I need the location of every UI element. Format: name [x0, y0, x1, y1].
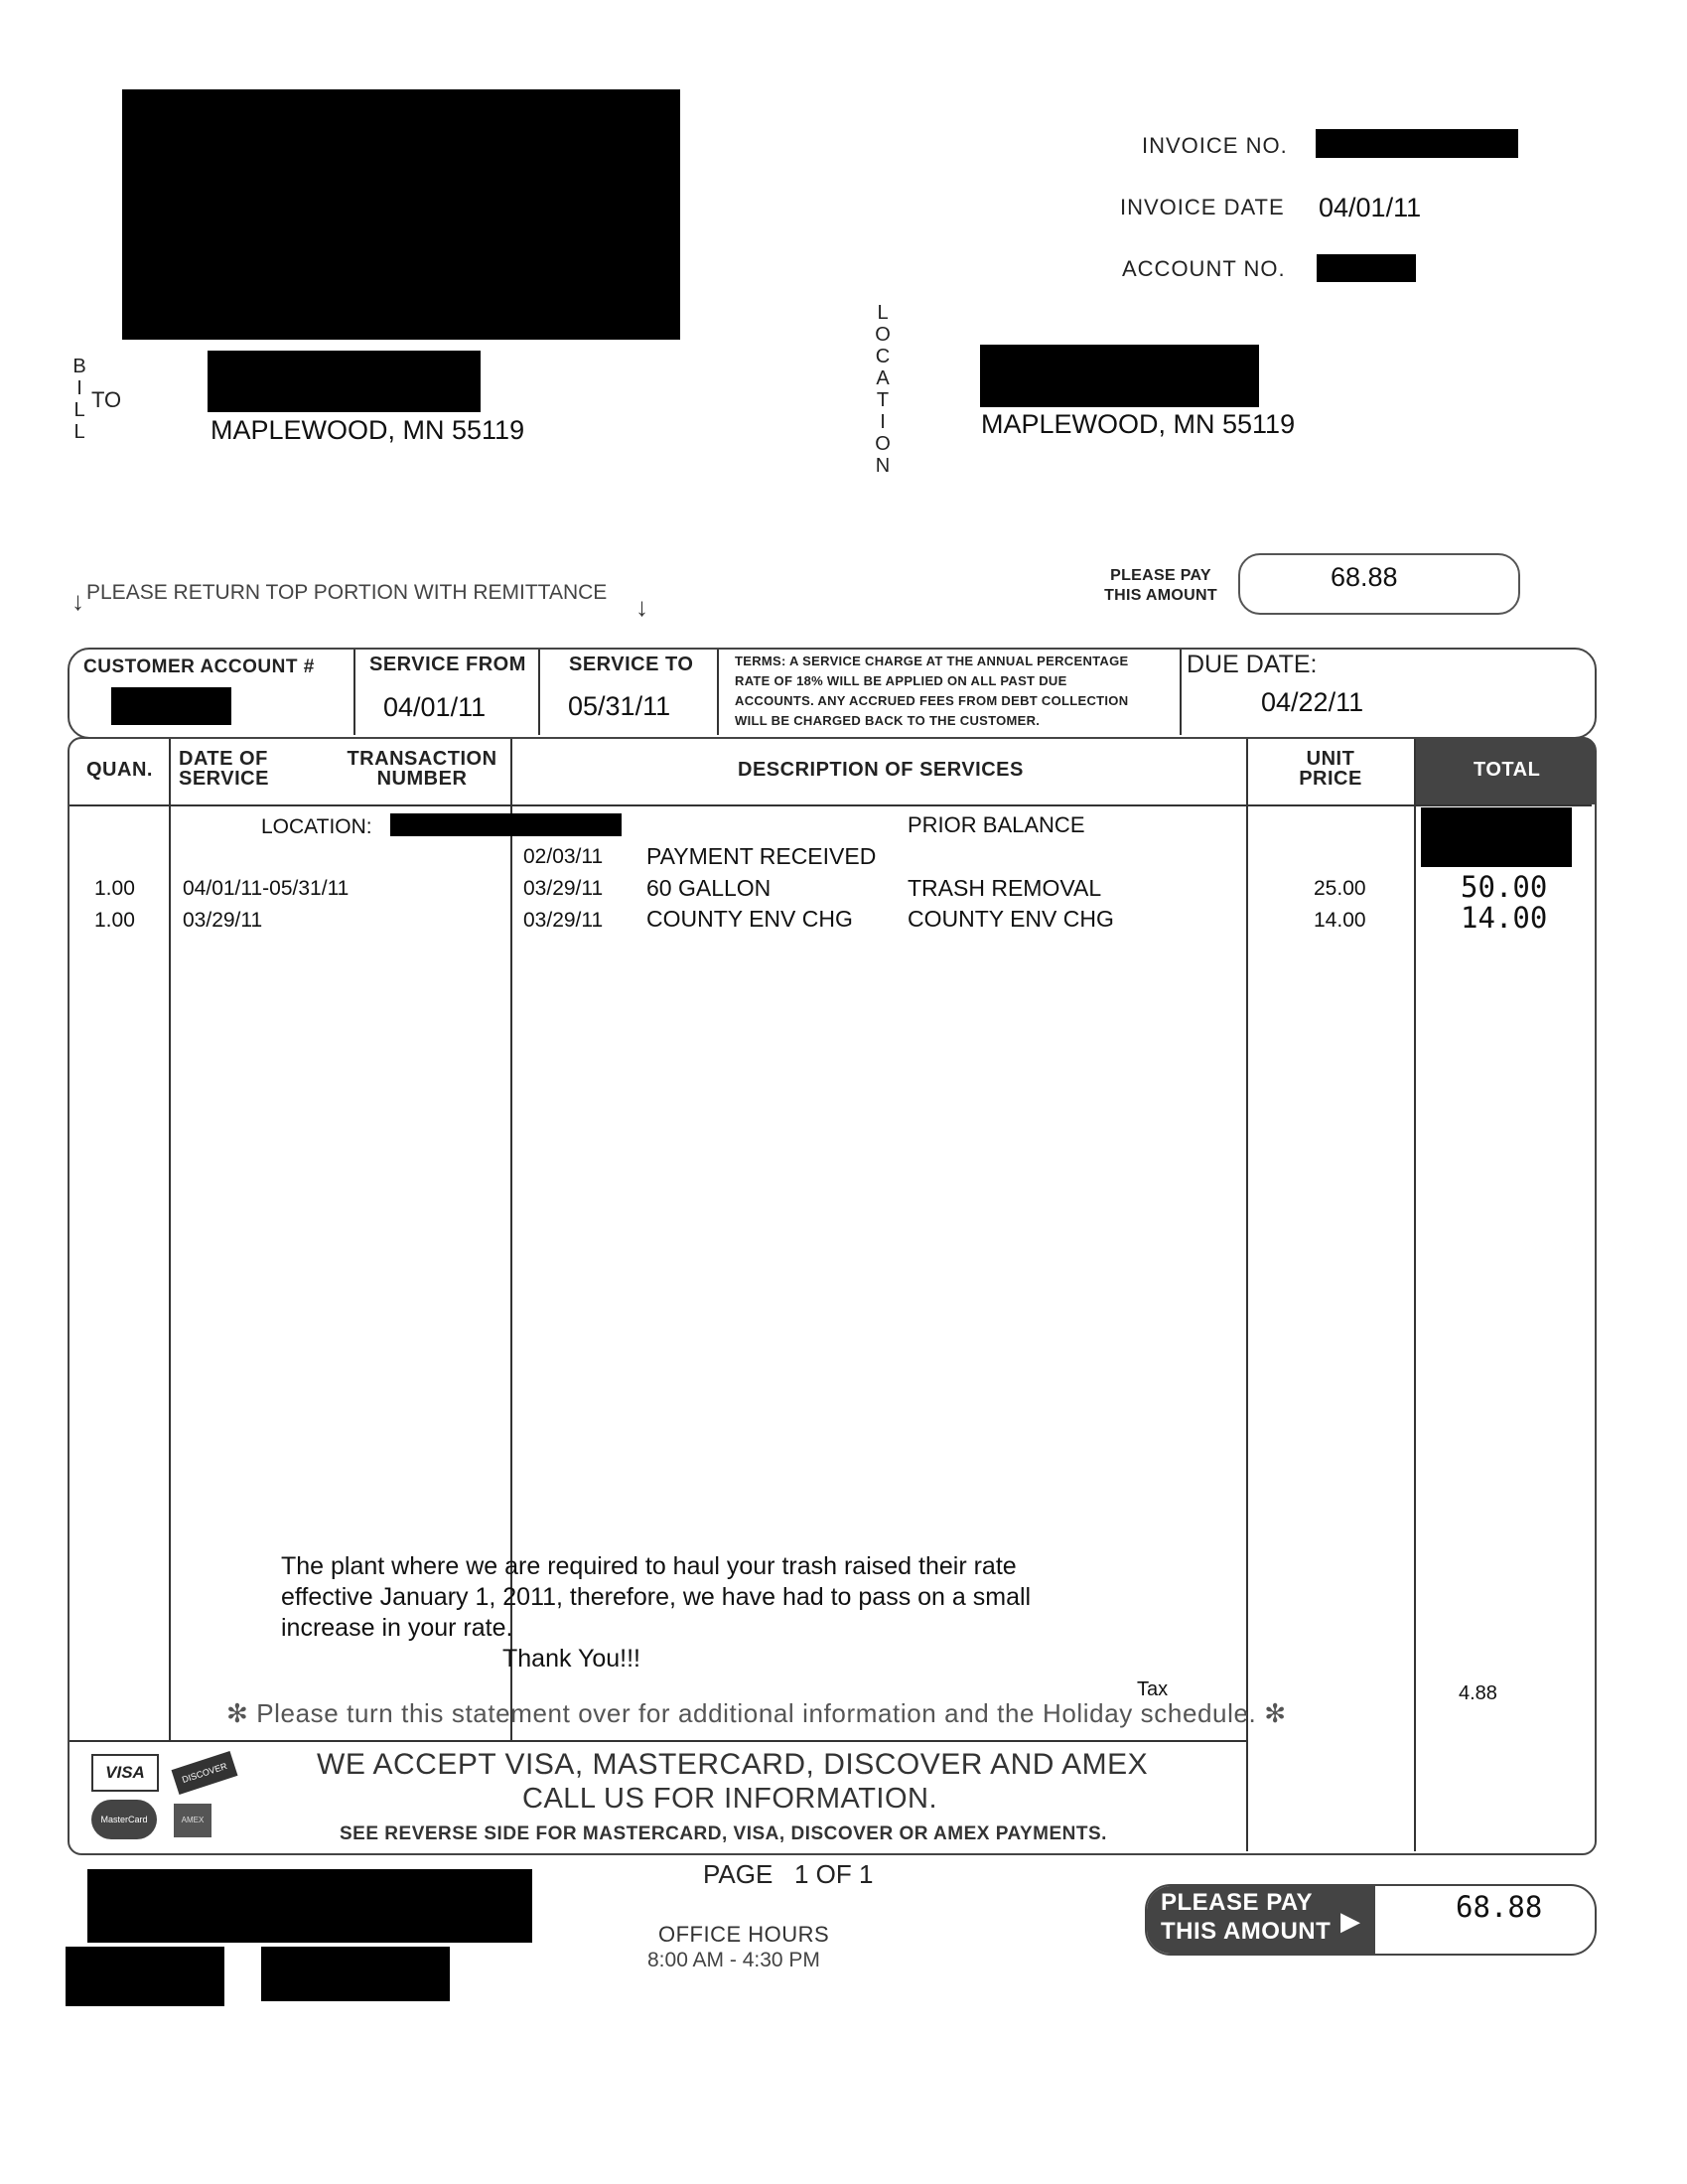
- bill-letter: L: [73, 399, 85, 421]
- down-arrow-icon: ↓: [71, 586, 84, 616]
- terms-text: [735, 652, 1128, 731]
- row-3-date: 03/29/11: [183, 909, 263, 932]
- row-2-date: 04/01/11-05/31/11: [183, 877, 350, 900]
- tax-value: 4.88: [1459, 1682, 1497, 1704]
- remittance-note: PLEASE RETURN TOP PORTION WITH REMITTANCE: [86, 581, 608, 604]
- reverse-side-line: SEE REVERSE SIDE FOR MASTERCARD, VISA, DISCOVER OR AMEX PAYMENTS.: [340, 1823, 1107, 1844]
- bill-to-label: TO: [91, 387, 122, 412]
- visa-logo: VISA: [91, 1754, 159, 1792]
- row-3-desc2: COUNTY ENV CHG: [908, 906, 1114, 932]
- bottom-please-pay-label: [1161, 1888, 1331, 1946]
- transaction-header: [343, 749, 501, 789]
- terms-line: RATE OF 18% WILL BE APPLIED ON ALL PAST DUE: [735, 673, 1067, 688]
- due-date-label: DUE DATE:: [1187, 651, 1318, 678]
- please-pay-line: PLEASE PAY: [1110, 567, 1211, 584]
- bottom-amount-value: 68.88: [1456, 1890, 1543, 1924]
- redacted-location-id: [390, 813, 622, 836]
- down-arrow-icon: ↓: [635, 592, 648, 622]
- play-arrow-icon: ▶: [1340, 1906, 1360, 1936]
- location-letter: L: [877, 302, 889, 324]
- location-letter: I: [880, 411, 886, 433]
- row-2-desc1: 60 GALLON: [646, 875, 772, 901]
- row-3-desc1: COUNTY ENV CHG: [646, 906, 853, 932]
- please-pay-line: THIS AMOUNT: [1104, 587, 1217, 604]
- header-line: DATE OF: [179, 748, 268, 770]
- call-us-line: CALL US FOR INFORMATION.: [522, 1783, 938, 1815]
- header-line: TRANSACTION: [347, 748, 497, 770]
- location-letter: N: [875, 455, 891, 477]
- service-to-value: 05/31/11: [568, 691, 671, 721]
- invoice-date-value: 04/01/11: [1319, 193, 1422, 222]
- terms-line: TERMS: A SERVICE CHARGE AT THE ANNUAL PERCENTAGE: [735, 654, 1129, 668]
- top-amount-value: 68.88: [1331, 562, 1398, 592]
- header-line: NUMBER: [376, 768, 468, 790]
- due-date-value: 04/22/11: [1261, 687, 1364, 717]
- bill-label: [70, 356, 89, 443]
- message-line: The plant where we are required to haul your trash raised their rate: [281, 1552, 1017, 1580]
- line-items-table: [68, 737, 1597, 1855]
- bill-to-city: MAPLEWOOD, MN 55119: [211, 415, 525, 445]
- location-letter: O: [875, 324, 891, 346]
- redacted-footer-address-1: [87, 1869, 532, 1943]
- row-2-quan: 1.00: [94, 877, 135, 900]
- office-hours-label: OFFICE HOURS: [658, 1922, 830, 1947]
- mastercard-logo: MasterCard: [91, 1800, 157, 1839]
- page-number: PAGE 1 OF 1: [703, 1859, 874, 1889]
- redacted-account-no: [1317, 254, 1416, 282]
- bill-letter: B: [72, 356, 86, 377]
- redacted-company-logo: [122, 89, 680, 340]
- location-label: [872, 302, 894, 477]
- redacted-customer-account: [111, 687, 231, 725]
- description-header: DESCRIPTION OF SERVICES: [738, 759, 1024, 781]
- tax-label: Tax: [1137, 1678, 1169, 1700]
- location-letter: T: [876, 389, 890, 411]
- row-1-txn: 02/03/11: [523, 845, 604, 868]
- redacted-bill-to-name: [208, 351, 481, 412]
- account-no-label: ACCOUNT NO.: [1122, 256, 1286, 281]
- row-2-unit: 25.00: [1314, 877, 1366, 900]
- quan-header: QUAN.: [86, 759, 153, 781]
- redacted-location-name: [980, 345, 1259, 407]
- row-3-txn: 03/29/11: [523, 909, 604, 932]
- service-from-value: 04/01/11: [383, 692, 487, 722]
- location-city: MAPLEWOOD, MN 55119: [981, 409, 1296, 439]
- redacted-invoice-no: [1316, 129, 1518, 158]
- discover-logo: DISCOVER: [172, 1751, 238, 1795]
- bill-letter: L: [73, 421, 85, 443]
- header-line: SERVICE: [179, 768, 269, 790]
- prior-balance-label: PRIOR BALANCE: [908, 812, 1085, 837]
- message-line: increase in your rate.: [281, 1614, 513, 1642]
- redacted-prior-balance: [1421, 807, 1572, 867]
- office-hours-value: 8:00 AM - 4:30 PM: [647, 1949, 820, 1971]
- unit-price-header: [1281, 749, 1380, 789]
- bill-letter: I: [76, 377, 82, 399]
- invoice-date-label: INVOICE DATE: [1120, 195, 1285, 219]
- please-pay-label: [1096, 566, 1225, 606]
- row-2-txn: 03/29/11: [523, 877, 604, 900]
- please-pay-line: PLEASE PAY: [1161, 1889, 1314, 1916]
- service-to-label: SERVICE TO: [569, 654, 694, 675]
- row-1-desc: PAYMENT RECEIVED: [646, 843, 877, 869]
- row-3-quan: 1.00: [94, 909, 135, 932]
- message-line: effective January 1, 2011, therefore, we have had to pass on a small: [281, 1583, 1032, 1611]
- accept-cards-line: WE ACCEPT VISA, MASTERCARD, DISCOVER AND AMEX: [317, 1748, 1149, 1781]
- terms-line: ACCOUNTS. ANY ACCRUED FEES FROM DEBT COLLECTION: [735, 693, 1129, 708]
- header-line: PRICE: [1299, 768, 1362, 790]
- please-pay-line: THIS AMOUNT: [1161, 1918, 1332, 1945]
- amex-logo: AMEX: [174, 1804, 211, 1837]
- redacted-footer-address-2: [66, 1947, 224, 2006]
- location-row-label: LOCATION:: [261, 815, 372, 838]
- total-header: TOTAL: [1474, 759, 1541, 781]
- service-from-label: SERVICE FROM: [369, 654, 526, 675]
- terms-line: WILL BE CHARGED BACK TO THE CUSTOMER.: [735, 713, 1041, 728]
- thank-you: Thank You!!!: [502, 1645, 641, 1673]
- rate-increase-message: [281, 1551, 1031, 1644]
- customer-account-label: CUSTOMER ACCOUNT #: [83, 656, 315, 677]
- location-letter: A: [876, 367, 890, 389]
- header-line: UNIT: [1306, 748, 1355, 770]
- location-letter: O: [875, 433, 891, 455]
- redacted-footer-address-3: [261, 1947, 450, 2001]
- date-of-service-header: [179, 749, 269, 789]
- invoice-no-label: INVOICE NO.: [1142, 133, 1288, 158]
- row-3-unit: 14.00: [1314, 909, 1366, 932]
- row-2-total: 50.00: [1461, 870, 1548, 904]
- turn-over-note: ✻ Please turn this statement over for additional information and the Holiday schedule. ✻: [226, 1698, 1287, 1728]
- location-letter: C: [875, 346, 891, 367]
- row-3-total: 14.00: [1461, 901, 1548, 935]
- row-2-desc2: TRASH REMOVAL: [908, 875, 1102, 901]
